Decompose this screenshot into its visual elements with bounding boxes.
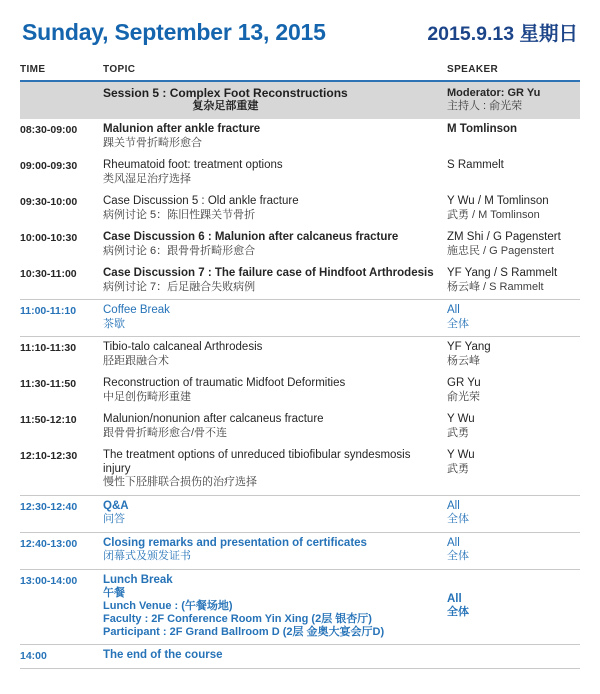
speaker-line: 全体 [447,550,469,562]
schedule-row [20,569,580,644]
topic-line: Lunch Break [103,573,173,586]
page-date-cn: 2015.9.13 星期日 [427,23,578,45]
speaker-line: 全体 [447,513,469,525]
topic-line: Case Discussion 5 : Old ankle fracture [103,195,299,207]
topic-line: Malunion/nonunion after calcaneus fracture [103,413,324,425]
session-title-cn: 复杂足部重建 [192,100,259,112]
schedule-row [20,336,580,373]
row-time: 09:00-09:30 [20,160,78,172]
row-speaker [447,231,580,258]
row-time: 12:30-12:40 [20,500,78,513]
speaker-line: Y Wu / M Tomlinson [447,195,549,207]
topic-line: 闭幕式及颁发证书 [103,550,191,562]
schedule-row [20,495,580,532]
schedule-row [20,191,580,227]
row-speaker [447,593,580,620]
topic-line: 类风湿足治疗选择 [103,172,191,185]
topic-line: 茶歇 [103,317,125,330]
topic-line: 慢性下胫腓联合损伤的治疗选择 [103,476,257,488]
row-time: 09:30-10:00 [20,196,78,208]
row-time: 10:00-10:30 [20,232,78,244]
speaker-line: 施忠民 / G Pagenstert [447,244,554,257]
row-topic [103,377,447,404]
row-speaker [447,649,580,664]
speaker-line: ZM Shi / G Pagenstert [447,231,561,243]
row-speaker [447,377,580,404]
row-time: 12:40-13:00 [20,537,78,550]
speaker-line: 武勇 [447,462,469,475]
topic-line: Participant : 2F Grand Ballroom D (2层 金奥大宴会厅D) [103,625,385,638]
row-speaker [447,537,580,564]
topic-line: 跟骨骨折畸形愈合/骨不连 [103,426,228,439]
topic-line: Coffee Break [103,304,170,316]
row-time: 11:50-12:10 [20,414,77,426]
row-topic [103,537,447,564]
topic-line: 病例讨论 5：陈旧性踝关节骨折 [103,208,256,221]
speaker-line: S Rammelt [447,159,504,171]
topic-line: 问答 [103,513,125,525]
session-moderator-cell [447,86,580,114]
topic-line: The end of the course [103,648,223,661]
topic-line: Reconstruction of traumatic Midfoot Deformities [103,377,346,389]
topic-line: Faculty : 2F Conference Room Yin Xing (2层 银杏厅) [103,612,372,625]
topic-line: 踝关节骨折畸形愈合 [103,136,202,149]
row-topic [103,449,447,490]
schedule-row [20,409,580,445]
row-speaker [447,304,580,331]
session-banner [20,82,580,119]
row-topic [103,123,447,150]
topic-line: Closing remarks and presentation of certificates [103,536,367,549]
row-topic [103,159,447,186]
row-time: 08:30-09:00 [20,124,78,136]
row-topic [103,267,447,294]
bottom-rule [20,668,580,669]
column-header-topic: TOPIC [103,64,136,75]
session-title-en: Session 5 : Complex Foot Reconstructions [103,86,348,100]
row-topic [103,413,447,440]
row-topic [103,574,447,639]
speaker-line: 全体 [447,317,469,330]
speaker-line: YF Yang [447,341,491,353]
speaker-line: All [447,592,462,605]
row-time: 11:30-11:50 [20,378,77,390]
row-speaker [447,341,580,368]
row-topic [103,304,447,331]
schedule-body [20,119,580,668]
row-topic [103,341,447,368]
schedule-row [20,155,580,191]
speaker-line: 武勇 [447,426,469,439]
session-moderator-cn: 主持人 : 俞光荣 [447,100,523,112]
schedule-row [20,299,580,336]
speaker-line: All [447,304,460,316]
speaker-line: 杨云峰 / S Rammelt [447,280,544,293]
topic-line: Case Discussion 6 : Malunion after calcaneus fracture [103,231,399,243]
page-title: Sunday, September 13, 2015 [22,19,326,45]
schedule-row [20,445,580,495]
speaker-line: 杨云峰 [447,354,480,367]
speaker-line: 武勇 / M Tomlinson [447,208,540,221]
speaker-line: GR Yu [447,377,481,389]
speaker-line: YF Yang / S Rammelt [447,267,558,279]
row-speaker [447,500,580,527]
session-topic-cell [103,86,447,114]
row-speaker [447,267,580,294]
topic-line: 午餐 [103,586,125,599]
row-speaker [447,123,580,150]
column-headers [20,64,580,75]
schedule-row [20,119,580,155]
topic-line: The treatment options of unreduced tibiofibular syndesmosis injury [103,449,411,475]
column-header-time: TIME [20,64,46,75]
speaker-line: 全体 [447,606,469,618]
row-topic [103,649,447,664]
column-header-speaker: SPEAKER [447,64,499,75]
schedule-row [20,532,580,569]
session-moderator-en: Moderator: GR Yu [447,87,541,99]
row-speaker [447,195,580,222]
schedule-row [20,263,580,299]
page-header [20,14,580,46]
schedule-row [20,373,580,409]
schedule-row [20,644,580,669]
speaker-line: All [447,499,460,512]
row-speaker [447,413,580,440]
topic-line: Case Discussion 7 : The failure case of Hindfoot Arthrodesis [103,267,434,279]
row-topic [103,231,447,258]
topic-line: 病例讨论 6：跟骨骨折畸形愈合 [103,244,256,257]
row-time: 13:00-14:00 [20,574,78,587]
speaker-line: 俞光荣 [447,390,480,403]
topic-line: Q&A [103,499,129,512]
topic-line: 中足创伤畸形重建 [103,390,191,403]
topic-line: Malunion after ankle fracture [103,123,261,135]
session-time-cell [20,86,103,114]
row-time: 12:10-12:30 [20,450,78,462]
row-topic [103,195,447,222]
topic-line: Rheumatoid foot: treatment options [103,159,283,171]
topic-line: 胫距跟融合术 [103,354,169,367]
row-time: 11:00-11:10 [20,305,77,317]
row-time: 14:00 [20,649,47,662]
topic-line: Tibio-talo calcaneal Arthrodesis [103,341,263,353]
row-time: 11:10-11:30 [20,342,77,354]
speaker-line: Y Wu [447,449,475,461]
row-speaker [447,449,580,490]
speaker-line: Y Wu [447,413,475,425]
speaker-line: M Tomlinson [447,123,518,135]
topic-line: Lunch Venue : (午餐场地) [103,599,233,612]
row-time: 10:30-11:00 [20,268,77,280]
row-speaker [447,159,580,186]
speaker-line: All [447,536,460,549]
schedule-row [20,227,580,263]
row-topic [103,500,447,527]
topic-line: 病例讨论 7：后足融合失败病例 [103,280,256,293]
